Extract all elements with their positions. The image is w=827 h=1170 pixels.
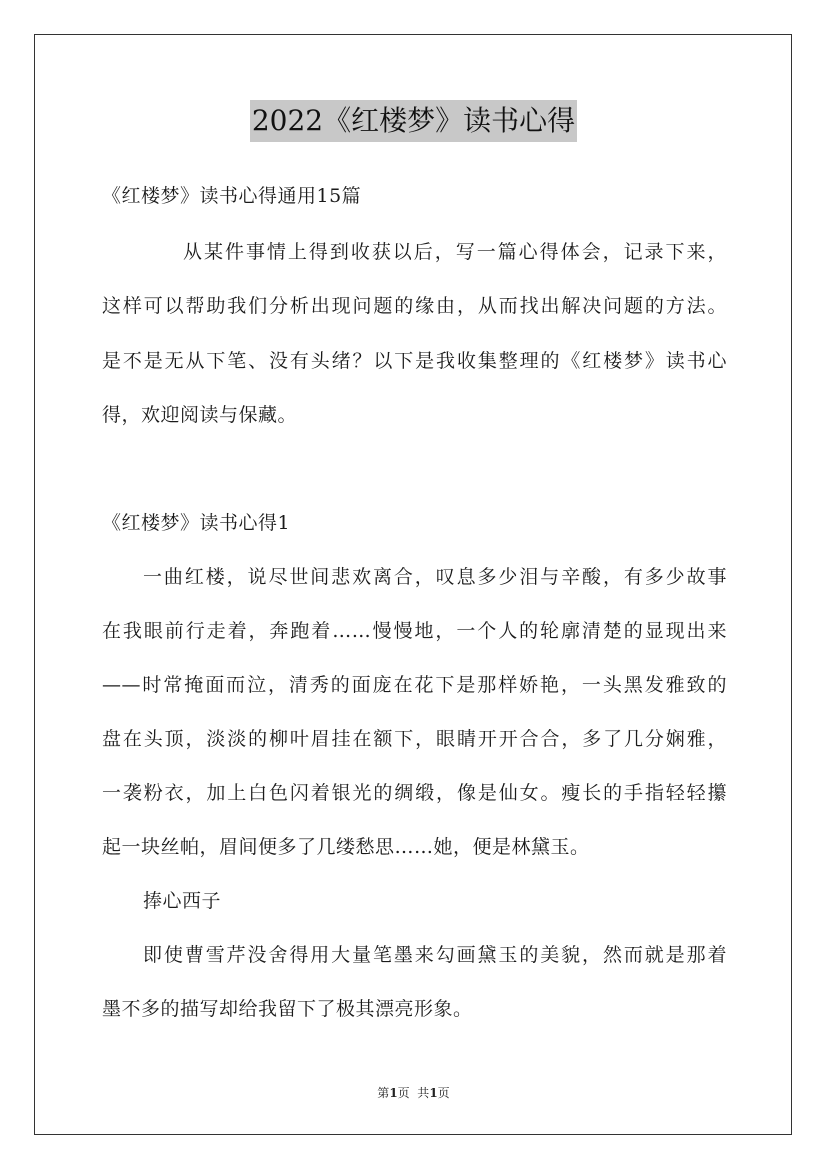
footer-page-total: 1 <box>429 1086 438 1100</box>
document-subtitle: 《红楼梦》读书心得通用15篇 <box>102 185 362 207</box>
document-title: 2022《红楼梦》读书心得 <box>250 100 577 142</box>
para2-line: 墨不多的描写却给我留下了极其漂亮形象。 <box>102 998 473 1020</box>
footer-page-current: 1 <box>389 1086 398 1100</box>
footer-page-prefix: 第 <box>377 1086 390 1100</box>
footer-page-suffix: 页 <box>437 1086 450 1100</box>
body-line: 一袭粉衣，加上白色闪着银光的绸缎，像是仙女。瘦长的手指轻轻攥 <box>102 782 727 804</box>
body-line: 起一块丝帕，眉间便多了几缕愁思……她，便是林黛玉。 <box>102 836 590 858</box>
footer-page-mid: 页 共 <box>397 1086 430 1100</box>
page-footer <box>0 1084 827 1101</box>
intro-line: 是不是无从下笔、没有头绪？以下是我收集整理的《红楼梦》读书心 <box>102 350 727 372</box>
section-heading: 《红楼梦》读书心得1 <box>102 512 291 534</box>
intro-line: 从某件事情上得到收获以后，写一篇心得体会，记录下来， <box>183 241 727 263</box>
intro-line: 得，欢迎阅读与保藏。 <box>102 404 298 426</box>
para2-line: 即使曹雪芹没舍得用大量笔墨来勾画黛玉的美貌，然而就是那着 <box>143 944 727 966</box>
body-line: ——时常掩面而泣，清秀的面庞在花下是那样娇艳，一头黑发雅致的 <box>102 674 727 696</box>
body-line: 盘在头顶，淡淡的柳叶眉挂在额下，眼睛开开合合，多了几分娴雅， <box>102 728 727 750</box>
title-wrap <box>0 100 827 142</box>
body-line: 在我眼前行走着，奔跑着……慢慢地，一个人的轮廓清楚的显现出来 <box>102 620 727 642</box>
subheading: 捧心西子 <box>143 890 222 912</box>
intro-line: 这样可以帮助我们分析出现问题的缘由，从而找出解决问题的方法。 <box>102 295 727 317</box>
body-line: 一曲红楼，说尽世间悲欢离合，叹息多少泪与辛酸，有多少故事 <box>143 566 727 588</box>
